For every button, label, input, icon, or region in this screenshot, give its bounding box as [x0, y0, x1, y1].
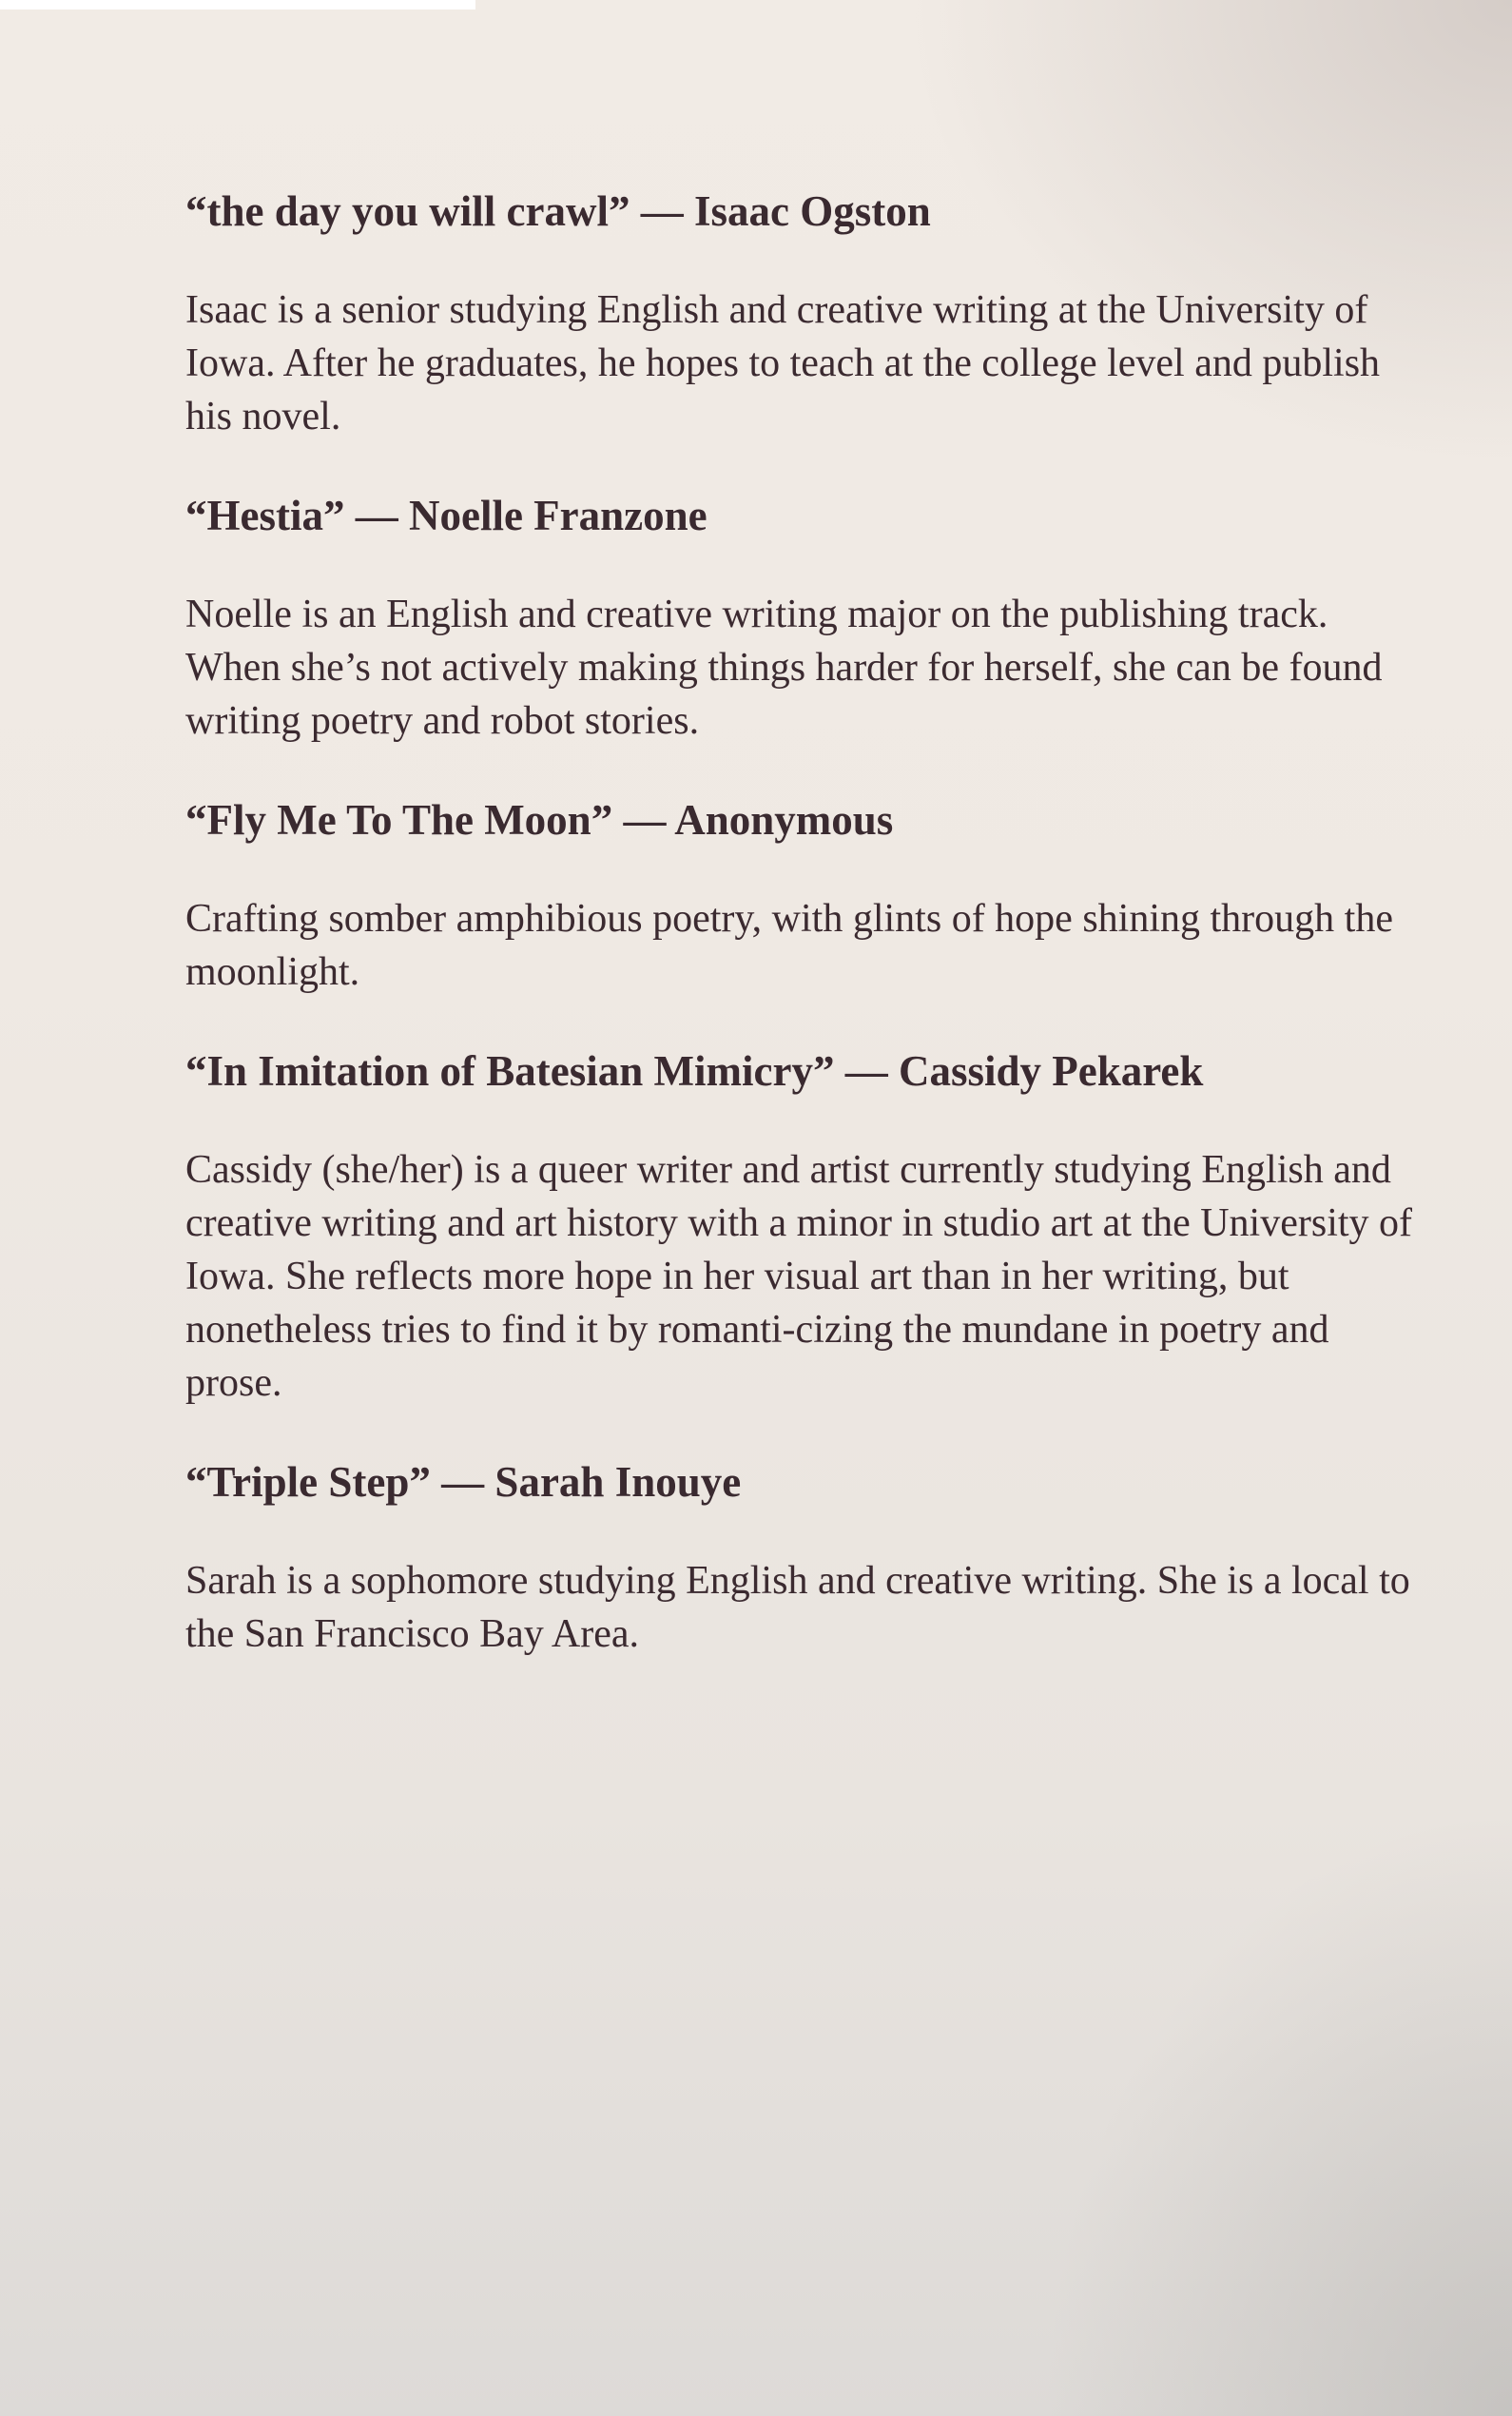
entry-bio: Sarah is a sophomore studying English and creative writing. She is a local to the San Francisco Bay Area.: [185, 1559, 1410, 1656]
entry-bio: Noelle is an English and creative writing major on the publishing track. When she’s not actively making things harder for herself, she can be found writing poetry and robot stories.: [185, 593, 1383, 743]
entry-title: “Fly Me To The Moon” — Anonymous: [185, 796, 894, 844]
contributor-entry: [185, 1042, 1422, 1410]
entry-bio: Cassidy (she/her) is a queer writer and artist currently studying English and creative writing and art history with a minor in studio art at the University of Iowa. She reflects more hope in her visual art than in her writing, but nonetheless tries to find it by romanti-cizing the mundane in poetry and prose.: [185, 1148, 1413, 1405]
entry-title: “Hestia” — Noelle Franzone: [185, 492, 708, 539]
contributor-entry: [185, 791, 1422, 999]
page-edge: [0, 0, 475, 10]
entry-bio: Crafting somber amphibious poetry, with glints of hope shining through the moonlight.: [185, 897, 1393, 994]
entry-bio: Isaac is a senior studying English and creative writing at the University of Iowa. After he graduates, he hopes to teach at the college level and publish his novel.: [185, 288, 1381, 438]
contributor-entry: [185, 183, 1422, 443]
contributor-notes: [185, 183, 1422, 1661]
contributor-entry: [185, 487, 1422, 748]
contributor-entry: [185, 1453, 1422, 1661]
entry-title: “In Imitation of Batesian Mimicry” — Cassidy Pekarek: [185, 1047, 1204, 1095]
entry-title: “Triple Step” — Sarah Inouye: [185, 1458, 742, 1506]
entry-title: “the day you will crawl” — Isaac Ogston: [185, 187, 931, 235]
